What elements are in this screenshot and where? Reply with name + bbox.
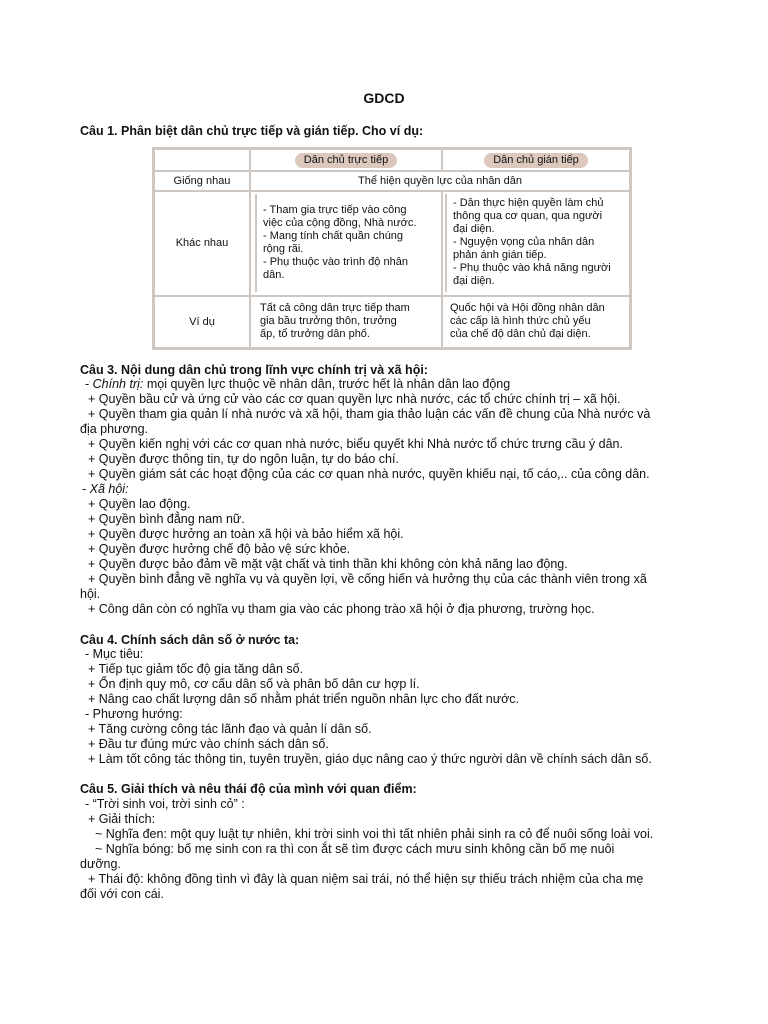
list-item: hội. (80, 587, 101, 601)
list-item: + Ổn định quy mô, cơ cấu dân số và phân bố dân cư hợp lí. (88, 677, 420, 691)
list-item: + Quyền bầu cử và ứng cử vào các cơ quan quyền lực nhà nước, các tổ chức chính trị – xã hội. (88, 392, 621, 406)
list-item: + Quyền bình đẳng nam nữ. (88, 512, 245, 526)
list-item: + Công dân còn có nghĩa vụ tham gia vào các phong trào xã hội ở địa phương, trường học. (88, 602, 595, 616)
list-item: + Quyền lao động. (88, 497, 191, 511)
direct-differences: - Tham gia trực tiếp vào công việc của cộng đồng, Nhà nước. - Mang tính chất quần chúng rộng rãi. - Phụ thuộc vào trình độ nhân dân. (263, 204, 417, 281)
list-item: + Thái độ: không đồng tình vì đây là quan niệm sai trái, nó thể hiện sự thiếu trách nhiệm của cha mẹ (88, 872, 644, 886)
row-same-value: Thể hiện quyền lực của nhân dân (358, 174, 522, 187)
list-item: đối với con cái. (80, 887, 164, 901)
list-item: + Đầu tư đúng mức vào chính sách dân số. (88, 737, 329, 751)
list-item: + Quyền kiến nghị với các cơ quan nhà nước, biểu quyết khi Nhà nước tổ chức trưng cầu ý dân. (88, 437, 623, 451)
comparison-table (152, 147, 632, 350)
row-diff-label: Khác nhau (175, 237, 229, 249)
question-5-heading: Câu 5. Giải thích và nêu thái độ của mình với quan điểm: (80, 782, 417, 796)
direct-example: Tất cả công dân trực tiếp tham gia bầu trưởng thôn, trưởng ấp, tổ trưởng dân phố. (260, 302, 410, 340)
question-1-heading: Câu 1. Phân biệt dân chủ trực tiếp và gián tiếp. Cho ví dụ: (80, 124, 424, 138)
list-item: + Quyền được thông tin, tự do ngôn luận, tự do báo chí. (88, 452, 399, 466)
question-4-heading: Câu 4. Chính sách dân số ở nước ta: (80, 633, 300, 647)
list-item: - “Trời sinh voi, trời sinh cỏ” : (85, 797, 245, 811)
list-item: địa phương. (80, 422, 148, 436)
indirect-differences: - Dân thực hiện quyền làm chủ thông qua cơ quan, qua người đại diện. - Nguyện vọng của nhân dân phản ánh gián tiếp. - Phụ thuộc vào khả năng người đại diện. (453, 197, 611, 287)
list-item: + Quyền được hưởng an toàn xã hội và bảo hiểm xã hội. (88, 527, 404, 541)
indirect-example: Quốc hội và Hội đồng nhân dân các cấp là hình thức chủ yếu của chế độ dân chủ đại diện. (450, 302, 605, 340)
list-item: + Tăng cường công tác lãnh đạo và quản lí dân số. (88, 722, 372, 736)
page-title: GDCD (363, 90, 405, 106)
list-item: + Quyền được bảo đảm về mặt vật chất và tinh thần khi không còn khả năng lao động. (88, 557, 568, 571)
list-item: + Quyền bình đẳng về nghĩa vụ và quyền lợi, về cống hiến và hưởng thụ của các thành viên trong xã (88, 572, 647, 586)
list-item: ~ Nghĩa đen: một quy luật tự nhiên, khi trời sinh voi thì tất nhiên phải sinh ra cỏ để nuôi sống loài voi. (95, 827, 654, 841)
society-label: - Xã hội: (82, 482, 129, 496)
list-item: ~ Nghĩa bóng: bố mẹ sinh con ra thì con ắt sẽ tìm được cách mưu sinh không cần bố mẹ nuôi (95, 842, 615, 856)
list-item: + Làm tốt công tác thông tin, tuyên truyền, giáo dục nâng cao ý thức người dân về chính sách dân số. (88, 752, 652, 766)
list-item: dưỡng. (80, 857, 121, 871)
list-item: - Phương hướng: (85, 707, 183, 721)
list-item: + Quyền được hưởng chế độ bảo vệ sức khỏe. (88, 542, 351, 556)
header-direct-democracy: Dân chủ trực tiếp (251, 150, 441, 170)
list-item: + Giải thích: (88, 812, 156, 826)
list-item: + Tiếp tục giảm tốc độ gia tăng dân số. (88, 662, 304, 676)
row-same-label: Giống nhau (173, 174, 231, 187)
header-indirect-democracy: Dân chủ gián tiếp (443, 150, 629, 170)
question-3-heading: Câu 3. Nội dung dân chủ trong lĩnh vực chính trị và xã hội: (80, 363, 428, 377)
list-item: - Mục tiêu: (85, 647, 144, 661)
list-item: + Nâng cao chất lượng dân số nhằm phát triển nguồn nhân lực cho đất nước. (88, 692, 520, 706)
row-example-label: Ví dụ (189, 315, 215, 328)
list-item: + Quyền giám sát các hoạt động của các cơ quan nhà nước, quyền khiếu nại, tố cáo,.. của công dân. (88, 467, 650, 481)
list-item: + Quyền tham gia quản lí nhà nước và xã hội, tham gia thảo luận các vấn đề chung của Nhà nước và (88, 407, 651, 421)
politics-intro: - Chính trị: mọi quyền lực thuộc về nhân dân, trước hết là nhân dân lao động (85, 377, 511, 391)
